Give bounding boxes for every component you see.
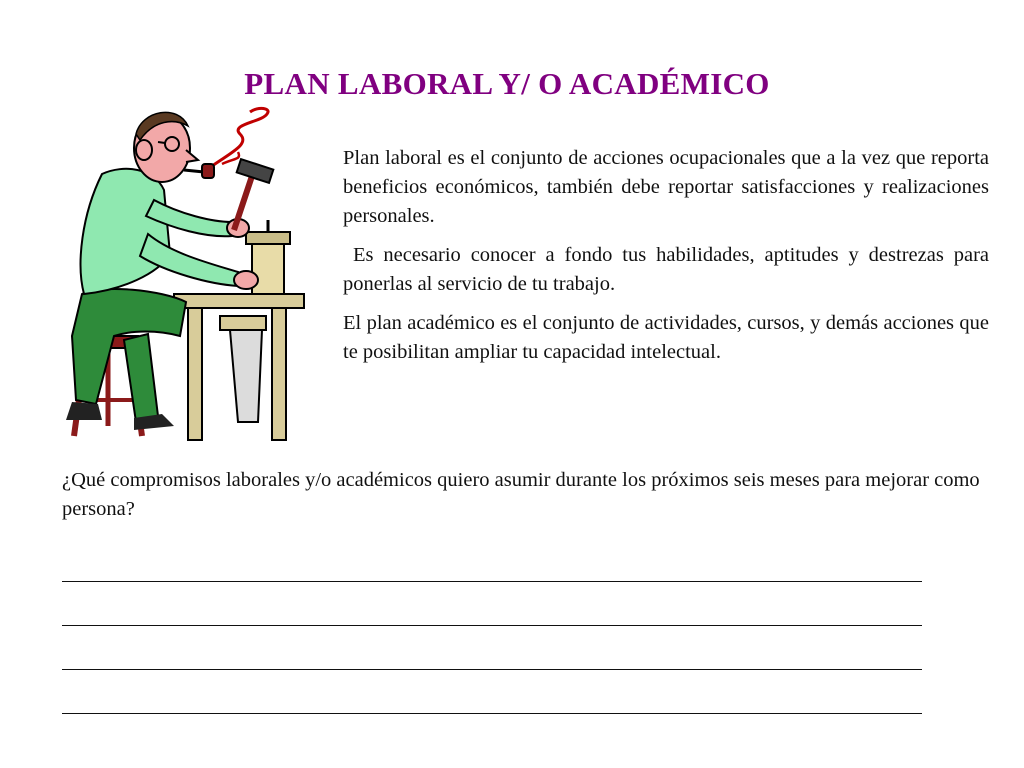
answer-line[interactable]	[62, 626, 922, 670]
carpenter-illustration-icon	[62, 104, 308, 444]
reflection-question: ¿Qué compromisos laborales y/o académicos quiero asumir durante los próximos seis meses para mejorar como persona?	[62, 469, 980, 520]
paragraph-plan-academico: El plan académico es el conjunto de actividades, cursos, y demás acciones que te posibilitan ampliar tu capacidad intelectual.	[343, 312, 989, 363]
description-text	[343, 144, 989, 377]
answer-line[interactable]	[62, 582, 922, 626]
paragraph-habilidades-text: Es necesario conocer a fondo tus habilidades, aptitudes y destrezas para ponerlas al servicio de tu trabajo.	[343, 244, 990, 295]
paragraph-plan-laboral: Plan laboral es el conjunto de acciones ocupacionales que a la vez que reporta beneficios económicos, también debe reportar satisfacciones y realizaciones personales.	[343, 147, 989, 227]
page-title: PLAN LABORAL Y/ O ACADÉMICO	[244, 66, 770, 101]
answer-line[interactable]	[62, 670, 922, 714]
paragraph-habilidades	[343, 241, 989, 299]
answer-area	[62, 538, 922, 714]
answer-line[interactable]	[62, 538, 922, 582]
